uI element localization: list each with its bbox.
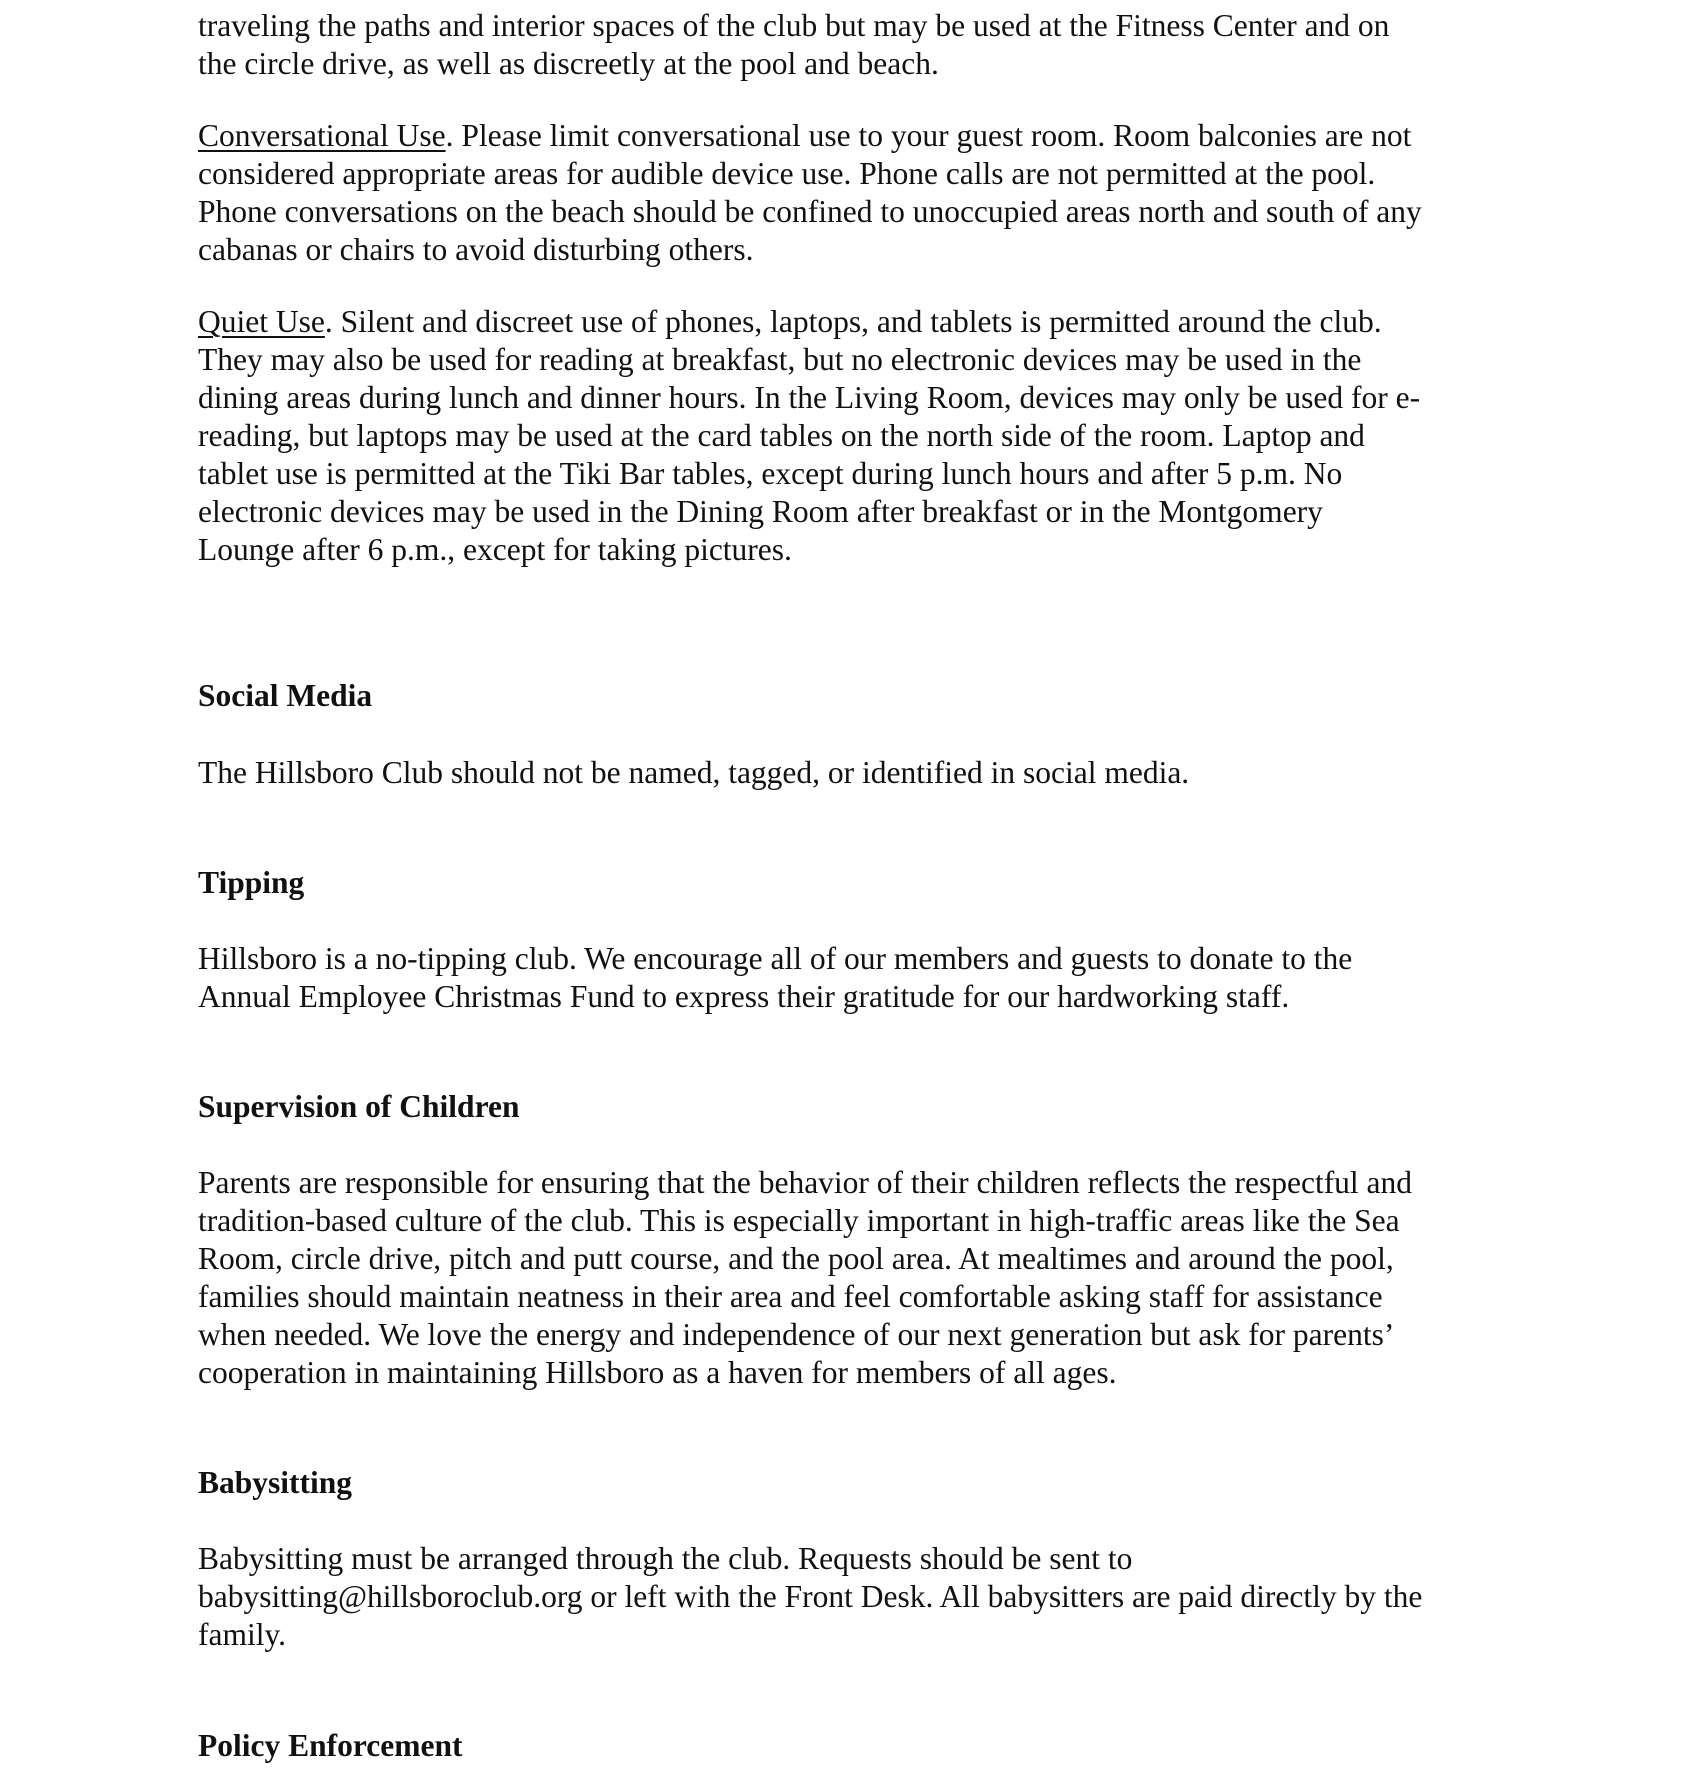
- conversational-use-paragraph: [198, 117, 1498, 269]
- babysitting-heading: Babysitting: [198, 1465, 353, 1500]
- paragraph-line: Room, circle drive, pitch and putt course, and the pool area. At mealtimes and around the pool,: [198, 1241, 1394, 1276]
- social-media-heading: Social Media: [198, 678, 373, 713]
- tipping-paragraph: [198, 940, 1498, 1016]
- paragraph-line: tradition-based culture of the club. This is especially important in high-traffic areas like the Sea: [198, 1203, 1400, 1238]
- paragraph-line: the circle drive, as well as discreetly at the pool and beach.: [198, 46, 939, 81]
- paragraph-line: cooperation in maintaining Hillsboro as a haven for members of all ages.: [198, 1355, 1117, 1390]
- paragraph-line: Annual Employee Christmas Fund to express their gratitude for our hardworking staff.: [198, 979, 1290, 1014]
- paragraph-line: when needed. We love the energy and independence of our next generation but ask for parents’: [198, 1317, 1395, 1352]
- quiet-use-label: Quiet Use: [198, 304, 325, 339]
- paragraph-line: Quiet Use. Silent and discreet use of phones, laptops, and tablets is permitted around the club.: [198, 304, 1382, 339]
- babysitting-paragraph: [198, 1540, 1498, 1654]
- paragraph-line: dining areas during lunch and dinner hours. In the Living Room, devices may only be used for e-: [198, 380, 1421, 415]
- social-media-paragraph: [198, 754, 1498, 792]
- paragraph-line: considered appropriate areas for audible device use. Phone calls are not permitted at the pool.: [198, 156, 1376, 191]
- tipping-heading: Tipping: [198, 865, 305, 900]
- paragraph-line: Babysitting must be arranged through the club. Requests should be sent to: [198, 1541, 1133, 1576]
- paragraph-line: family.: [198, 1617, 287, 1652]
- paragraph-line: Hillsboro is a no-tipping club. We encourage all of our members and guests to donate to the: [198, 941, 1353, 976]
- paragraph-line: Phone conversations on the beach should be confined to unoccupied areas north and south of any: [198, 194, 1422, 229]
- paragraph-line: Lounge after 6 p.m., except for taking pictures.: [198, 532, 792, 567]
- intro-paragraph: [198, 7, 1498, 83]
- paragraph-line: reading, but laptops may be used at the card tables on the north side of the room. Laptop and: [198, 418, 1365, 453]
- paragraph-line: They may also be used for reading at breakfast, but no electronic devices may be used in the: [198, 342, 1362, 377]
- paragraph-line: cabanas or chairs to avoid disturbing others.: [198, 232, 754, 267]
- paragraph-line: traveling the paths and interior spaces of the club but may be used at the Fitness Center and on: [198, 8, 1390, 43]
- quiet-use-paragraph: [198, 303, 1498, 569]
- paragraph-line: Conversational Use. Please limit conversational use to your guest room. Room balconies are not: [198, 118, 1412, 153]
- conversational-use-label: Conversational Use: [198, 118, 446, 153]
- supervision-of-children-heading: Supervision of Children: [198, 1089, 520, 1124]
- paragraph-line: Parents are responsible for ensuring that the behavior of their children reflects the respectful and: [198, 1165, 1413, 1200]
- policy-enforcement-heading: Policy Enforcement: [198, 1728, 463, 1763]
- paragraph-line: tablet use is permitted at the Tiki Bar tables, except during lunch hours and after 5 p.m. No: [198, 456, 1343, 491]
- paragraph-line: electronic devices may be used in the Dining Room after breakfast or in the Montgomery: [198, 494, 1323, 529]
- paragraph-line: babysitting@hillsboroclub.org or left with the Front Desk. All babysitters are paid directly by the: [198, 1579, 1423, 1614]
- paragraph-line: The Hillsboro Club should not be named, tagged, or identified in social media.: [198, 755, 1190, 790]
- paragraph-line: families should maintain neatness in their area and feel comfortable asking staff for assistance: [198, 1279, 1383, 1314]
- supervision-of-children-paragraph: [198, 1164, 1498, 1392]
